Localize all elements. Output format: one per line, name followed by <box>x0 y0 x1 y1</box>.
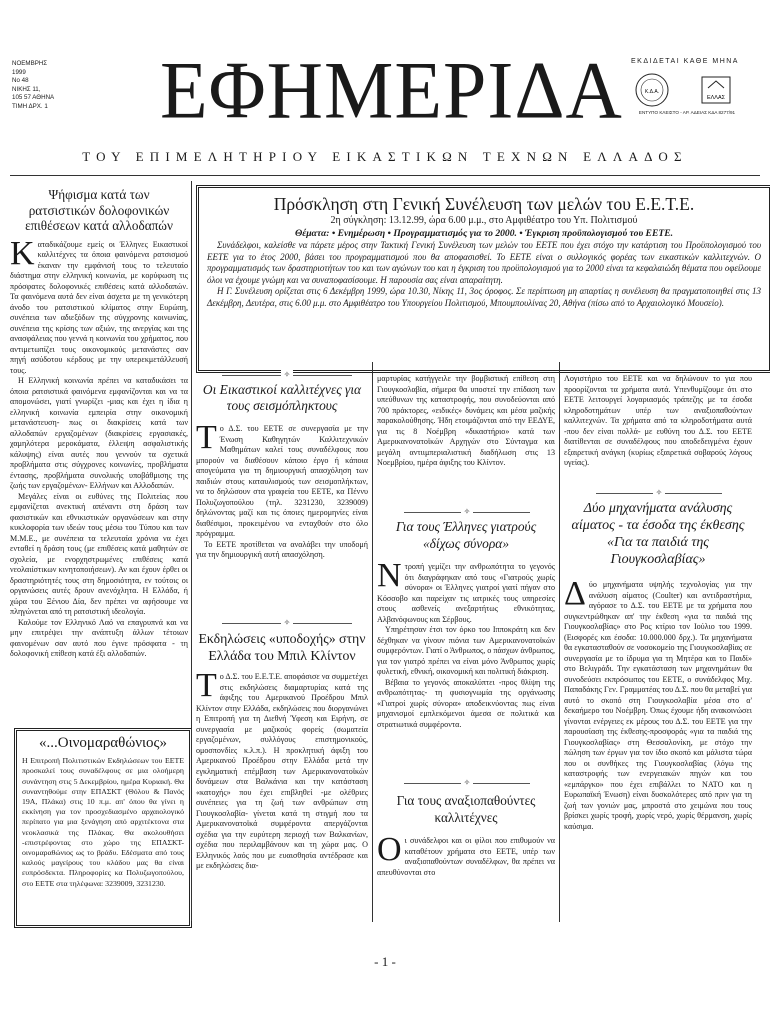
earthquake-body <box>196 419 368 561</box>
resolution-paragraph-4: Καλούμε τον Ελληνικό Λαό να επαγρυπνά και να μην επιτρέψει την ανάπτυξη άλλων τέτοιων φαινομένων σαν αυτό που έγινε πρόσφατα - τη δολοφονική επίθεση κατά έξι αλλοδαπών. <box>10 617 188 658</box>
doctors-paragraph-2: Υπηρέτησαν έτσι τον όρκο του Ιπποκράτη και δεν δέχθηκαν να γίνουν πιόνια των Αμερικανονατοϊκών συμφερόντων. Γιατί ο Άνθρωπος, ο πάσχων άνθρωπος, για τον γιατρό πρέπει να είναι μόνο Άνθρωπος χωρίς φυλετική, εθνική, οικονομική και πολιτική διάκριση. <box>377 625 555 676</box>
artists-aid-continuation-text: Λογιστήριο του ΕΕΤΕ και να δηλώνουν το για που προορίζονται τα χρήματα αυτά. Υπενθυμίζουμε ότι στο ΕΕΤΕ λειτουργεί λογαριασμός τράπεζης με τα έσοδα κληροδοτημάτων υπέρ των αναξιοπαθούντων καλλιτεχνών. Τα χρήματα από τα κληροδοτήματα αυτά -που δεν είναι πολλά- με ευθύνη του Δ.Σ. του ΕΕΤΕ διατίθενται σε συναδέλφους που αποδεδειγμένα έχουν εξαιρετική ανάγκη (κυρίως εξαιρετικά σοβαρούς λόγους υγείας). <box>564 374 752 467</box>
resolution-paragraph-3: Μεγάλες είναι οι ευθύνες της Πολιτείας που εμφανίζεται ανεκτική απέναντι στη δράση των φασιστικών και εθνικιστικών οργανώσεων και στην κυκλοφορία των ιδεών τους μέσω του Τύπου και των Μ.Μ.Ε., με συνέπεια τα τελευταία χρόνια να έχει ενταθεί η δράση τους (με επιθέσεις κατά μαθητών σε σχολεία, με ενορχηστρωμένες επιθέσεις κατά νεολαιίστικων κινητοποιήσεων). Αν και έχουν έρθει οι δραστηριότητές τους στη δημοσιότητα, εν τούτοις οι οργανώσεις αυτές δρουν ανενόχλητα. Η Ελλάδα, ή χώρα του Ξένιου Δία, δεν πρέπει να αφήσουμε να πληγώνεται από τη ρατσιστική ιδεολογία. <box>10 491 188 616</box>
clinton-continuation-text: μαρτυρίας κατήγγειλε την βομβιστική επίθεση στη Γιουγκοσλαβία, σήμερα θα υποστεί την επίδαση των υπεύθυνων της καταστροφής, που συνοδεύονται από 700 πράκτορες, «ειδικές» δυνάμεις και μέσα μαζικής παρακολούθησης. Ήδη ετοιμάζονται από την ΕΕΔΥΕ, για τις 8 Νοέμβρη «δικαστήριο» κατά των Αμερικανονατοϊκών Αρχηγών στο Σύνταγμα και μεγάλη αντιιμπεριαλιστική διαδήλωση στις 13 Νοεμβρίου, ημέρα άφιξης του Κλίντον. <box>377 374 555 467</box>
earthquake-title: Οι Εικαστικοί καλλιτέχνες για τους σεισμόπληκτους <box>202 382 362 413</box>
resolution-body <box>10 234 188 660</box>
blood-analysis-paragraph: ύο μηχανήματα υψηλής τεχνολογίας για την ανάλυση αίματος (Coulter) και αντιδραστήρια, αγόρασε το Δ.Σ. του ΕΕΤΕ με τα χρήματα που συγκεντρώθηκαν απ' την έκθεση «για τα παιδιά της Γιουγκοσλαβίας» στο Ρος κτίριο τον Ιούλιο του 1999. (Εισφορές και έσοδα: 10.000.000 δρχ.). Τα μηχανήματα θα εγκατασταθούν σε νοσοκομείο της Γιουγκοσλαβίας σε συνεργασία με το ίδρυμα για τη Μητέρα και το Παιδί» στο Βελιγράδι. Την εγκατάσταση των μηχανημάτων θα συνοδεύσει εκπρόσωπος του ΕΕΤΕ, ο συνάδελφος Μιχ. Παπαδάκης Γεν. Γραμματέας του Δ.Σ. που θα μεταβεί για αυτό το σκοπό στη Γιουγκοσλαβία μέσα στο α' δεκαήμερο του Νοέμβρη. Όπως έχουμε ήδη ανακοινώσει γίνονται ενέργειες εκ μέρους του Δ.Σ. του ΕΕΤΕ για την παρουσίαση της έκθεσης-προσφοράς «για τα παιδιά της Γιουγκοσλαβίας» στη Θεσσαλονίκη, με στόχο την πώληση των έργων για τον ίδιο σκοπό και μάλιστα τώρα που οι συνθήκες της Γιουγκοσλαβίας (λόγω της καταστροφής των ενεργειακών πηγών και του «εμπάργκο» που έχει επιβάλλει το ΝΑΤΟ και η Ευρωπαϊκή Ένωση) είναι δυσκολότερες από πριν για τη ζωή των γονιών μας, μπροστά στο χειμώνα που τους βρίσκει χωρίς τροφή, χωρίς νερό, χωρίς θέρμανση, χωρίς καύσιμα. <box>564 580 752 831</box>
masthead-subtitle: ΤΟΥ ΕΠΙΜΕΛΗΤΗΡΙΟΥ ΕΙΚΑΣΤΙΚΩΝ ΤΕΧΝΩΝ ΕΛΛΑΔΟΣ <box>82 149 688 164</box>
ornament-divider-3: ✧ <box>404 507 530 517</box>
earthquake-article <box>196 382 368 561</box>
invitation-session: 2η σύγκληση: 13.12.99, ώρα 6.00 μ.μ., στο Αμφιθέατρο του Υπ. Πολιτισμού <box>330 215 638 226</box>
stamp-box-label: ΕΛΛΑΣ <box>706 95 726 101</box>
doctors-body <box>377 557 555 730</box>
svg-text:Κ.Δ.Α.: Κ.Δ.Α. <box>644 89 660 95</box>
doctors-article <box>377 518 555 730</box>
issue-price: ΤΙΜΗ ΔΡΧ. 1 <box>12 102 48 110</box>
doctors-paragraph-1: τροπή γεμίζει την ανθρωπότητα το γεγονός ότι διαγράφηκαν από τους «Γιατρούς χωρίς σύνορα» οι Έλληνες γιατροί γιατί πήγαν στο Κόσσοβο και παρείχαν τις ιατρικές τους υπηρεσίες στους ασθενείς ανεξαρτήτως εθνικότητας, Αλβανόφωνους και Σέρβους. <box>377 562 555 624</box>
stamp-permit-label: ΕΝΤΥΠΟ ΚΛΕΙΣΤΟ - ΑΡ. ΑΔΕΙΑΣ ΚΔΑ 8277/91 <box>638 110 736 115</box>
doctors-drop-cap: Ν <box>377 557 402 594</box>
issue-number: Νο 48 <box>12 77 29 85</box>
earthquake-paragraph-2: Το ΕΕΤΕ προτίθεται να αναλάβει την υποδομή για την δημιουργική αυτή απασχόληση. <box>196 539 368 559</box>
invitation-paragraph-1: Συνάδελφοι, καλείσθε να πάρετε μέρος στην Τακτική Γενική Συνέλευση των μελών του ΕΕΤΕ που έχει στόχο την κατάρτιση του Προϋπολογισμού του ΕΕΤΕ για το έτος 2000, βάσει του προγραμματισμού που θα αποφασισθεί. Το ΕΕΤΕ είναι ο συλλογικός φορέας των εικαστικών καλλιτεχνών. Ο προγραμματισμός των δραστηριοτήτων του και των αγώνων του και η έγκριση του προϋπολογισμού για το 2000 είναι τα κεφαλαιώδη θέματα που οφείλουμε όλοι να έχουμε γνώμη και να συναποφασίσουμε. Η παρουσία σας είναι απαραίτητη. <box>207 240 761 285</box>
clinton-continuation <box>377 374 555 469</box>
ornament-divider-5: ✧ <box>596 488 722 498</box>
column-divider-3 <box>559 362 560 922</box>
clinton-paragraph: ο Δ.Σ. του Ε.Ε.Τ.Ε. αποφάσισε να συμμετέχει στις εκδηλώσεις διαμαρτυρίας κατά της άφιξης του Αμερικανού Προέδρου Μπιλ Κλίντον στην Ελλάδα, εκδηλώσεις που διοργανώνει η Επιτροπή για τη Διεθνή Ύφεση και Ειρήνη, σε συνεργασία με μαζικούς φορείς (σωματεία εργαζομένων, συλλόγους επιστημονικούς, ομοσπονδίες κ.λ.π.). Η προκλητική άφιξη του Αμερικανού Προέδρου στην Ελλάδα μετά την εγκληματική επέμβαση των Αμερικανονατοϊκών δυνάμεων στα Βαλκάνια και την κατάσταση «κατοχής» που έχει επιβληθεί -με ολέθριες συνέπειες για τη ζωή των ανθρώπων στη Γιουγκοσλαβία- γίνεται κατά τη στιγμή που τα Αμερικανονατοϊκά συμφέροντα απεργάζονται σχέδια για την ευρύτερη περιοχή των Βαλκανίων, σχέδια που περιλαμβάνουν και τη χώρα μας. Ο Ελληνικός λαός που με ευαισθησία αντέδρασε και με εκδηλώσεις δια- <box>196 672 368 870</box>
invitation-box <box>196 185 770 373</box>
artists-aid-continuation <box>564 374 752 469</box>
clinton-title: Εκδηλώσεις «υποδοχής» στην Ελλάδα του Μπιλ Κλίντον <box>198 631 366 663</box>
resolution-drop-cap: Κ <box>10 234 35 272</box>
resolution-title: Ψήφισμα κατά των ρατσιστικών δολοφονικών επιθέσεων κατά αλλοδαπών <box>25 187 173 233</box>
artists-aid-paragraph: ι συνάδελφοι και οι φίλοι που επιθυμούν να καταθέτουν χρήματα στο ΕΕΤΕ, υπέρ των αναξιοπαθούντων συναδέλφων, θα πρέπει να απευθύνονται στο <box>377 836 555 877</box>
stamp-circle-text <box>605 20 606 21</box>
ornament-divider-4: ✧ <box>404 778 530 788</box>
resolution-paragraph-2: Η Ελληνική κοινωνία πρέπει να καταδικάσει τα όποια ρατσιστικά φαινόμενα εμφανίζονται και να τα απομονώσει, γιατί γνωρίζει -μιας και έχει η ίδια η ελληνική κοινωνία εμπειρία στην οικονομική μετανάστευση- πως οι διακρίσεις κατά των αλλοδαπών εργαζομένων (διακρίσεις εργασιακές, χαμηλότερα μεροκάματα, έλλειψη ασφαλιστικής κάλυψης) είναι αυτές που γεννούν τα σχετικά προβλήματα στις σύγχρονες κοινωνίες, προβλήματα έντασης, προβλήματα συνολικής υποβάθμισης της ζωής των εργαζομένων- Ελλήνων και Αλλοδαπών. <box>10 376 188 490</box>
blood-analysis-title: Δύο μηχανήματα ανάλυσης αίματος - τα έσοδα της έκθεσης «Για τα παιδιά της Γιουγκοσλαβίας» <box>571 501 745 567</box>
issue-address-street: ΝΙΚΗΣ 11, <box>12 85 41 93</box>
artists-aid-drop-cap: Ο <box>377 831 402 868</box>
artists-aid-article <box>377 792 555 878</box>
issue-month: ΝΟΕΜΒΡΗΣ <box>12 60 48 67</box>
artists-aid-body <box>377 831 555 878</box>
resolution-paragraph-1: αταδικάζουμε εμείς οι Έλληνες Εικαστικοί καλλιτέχνες τα όποια φαινόμενα ρατσισμού έκαναν την εμφάνισή τους το τελευταίο διάστημα στην ελληνική κοινωνία, με κορύφωση τις πρόσφατες δολοφονικές επιθέσεις κατά αλλοδαπών. Τα φαινόμενα αυτά δεν είναι άσχετα με τη γενικότερη άνοδο του ρατσιστικού κλίματος στην Ευρώπη, συνέπεια των αδιεξόδων της σύγχρονης κοινωνίας, συνέπεια της κρίσης των αξιών, της ανεργίας και της ανασφάλειας που γεννά η κοινωνία του χρήματος, που αντιμετωπίζει τους οικονομικούς μετανάστες σαν πηγή ασύδοτου κέρδους με την υπερεκμετάλλευσή τους. <box>10 239 188 375</box>
ornament-divider-2: ✧ <box>222 618 352 628</box>
issue-info <box>12 60 92 112</box>
clinton-article <box>196 630 368 872</box>
column-divider-2 <box>372 362 373 922</box>
clinton-drop-cap: Τ <box>196 667 217 704</box>
oinomarathon-text: Η Επιτροπή Πολιτιστικών Εκδηλώσεων του ΕΕΤΕ προσκαλεί τους συναδέλφους σε μια ολοήμερη συνάντηση στις 5 Δεκεμβρίου, ημέρα Κυριακή. Θα συναντηθούμε στην ΕΠΑΣΚΤ (Θόλου & Πανός 19Α, Πλάκα) στις 10 π.μ. απ' όπου θα γίνει η εκκίνηση για τον προσχεδιασμένο αρχαιολογικό περίπατο για μια ξενάγηση από αρχιτέκτονα στα νεοκλασικά της Πλάκας. Θα ακολουθήσει -επιστρέφοντας στο χώρο της ΕΠΑΣΚΤ- οινομαραθώνιος ως το βράδυ. Εδέσματα από τους καλούς μαγείρους του κλάδου μας θα είναι ευπρόσδεκτα. Πληροφορίες κα Πολυζωγοπούλου, στο ΕΕΤΕ στα τηλέφωνα: 3239009, 3231230. <box>22 756 184 888</box>
earthquake-paragraph-1: ο Δ.Σ. του ΕΕΤΕ σε συνεργασία με την Ένωση Καθηγητών Καλλιτεχνικών Μαθημάτων καλεί τους συναδέλφους που μπορούν να διαθέσουν κάποιο έργο ή κάποια απογεύματα για τη δημιουργική απασχόληση των παιδιών στους καταυλισμούς των σεισμοπλήκτων, να το δηλώσουν στα γραφεία του ΕΕΤΕ, κα Πέννυ Πολυζωγοπούλου (τηλ. 3231230, 3239009) δηλώνοντας μαζί και τις όποιες ημερομηνίες είναι διαθέσιμοι, προκειμένου να ενταχθούν στο όλο πρόγραμμα. <box>196 424 368 538</box>
column-divider-1 <box>191 181 192 921</box>
clinton-body <box>196 667 368 872</box>
ornament-divider-1: ✧ <box>222 370 352 380</box>
doctors-paragraph-3: Βέβαια το γεγονός αποκαλύπτει -προς θλίψη της ανθρωπότητας- τη φυσιογνωμία της οργάνωσης «Γιατροί χωρίς σύνορα» αποδεικνύοντας πως είναι μηχανισμοί εμπλεκόμενοι άμεσα σε πολιτικά και στρατιωτικά συμφέροντα. <box>377 677 555 729</box>
postage-stamp <box>624 72 754 108</box>
page-number: - 1 - <box>374 954 396 969</box>
blood-analysis-body <box>564 575 752 832</box>
resolution-article <box>10 181 188 660</box>
masthead-rule <box>10 175 760 176</box>
issue-address-city: 105 57 ΑΘΗΝΑ <box>12 94 55 102</box>
blood-analysis-drop-cap: Δ <box>564 575 586 612</box>
issue-year: 1999 <box>12 68 26 76</box>
postage-stamp-graphic <box>624 72 754 108</box>
invitation-topics: Θέματα: • Ενημέρωση • Προγραμματισμός για το 2000. • Έγκριση προϋπολογισμού του ΕΕΤΕ. <box>294 228 674 239</box>
earthquake-drop-cap: Τ <box>196 419 217 456</box>
artists-aid-title: Για τους αναξιοπαθούντες καλλιτέχνες <box>396 793 536 825</box>
invitation-paragraph-2: Η Γ. Συνέλευση ορίζεται στις 6 Δεκέμβρη 1999, ώρα 10.30, Νίκης 11, 3ος όροφος. Σε περίπτωση μη απαρτίας η συνέλευση θα πραγματοποιηθεί στις 13 Δεκέμβρη, Δευτέρα, στις 6.00 μ.μ. στο Αμφιθέατρο του Υπουργείου Πολιτισμού, Μπουμπουλίνας 20, Αθήνα (πίσω από το Αρχαιολογικό Μουσείο). <box>207 286 761 308</box>
oinomarathon-title: «...Οινομαραθώνιος» <box>39 735 167 751</box>
frequency-label: ΕΚΔΙΔΕΤΑΙ ΚΑΘΕ ΜΗΝΑ <box>631 58 739 65</box>
blood-analysis-article <box>564 500 752 832</box>
masthead-title: ΕΦΗΜΕΡΙΔΑ <box>160 43 623 136</box>
doctors-title: Για τους Έλληνες γιατρούς «δίχως σύνορα» <box>395 519 537 551</box>
invitation-title: Πρόσκληση στη Γενική Συνέλευση των μελών του Ε.Ε.Τ.Ε. <box>273 194 695 214</box>
oinomarathon-box <box>14 728 192 928</box>
